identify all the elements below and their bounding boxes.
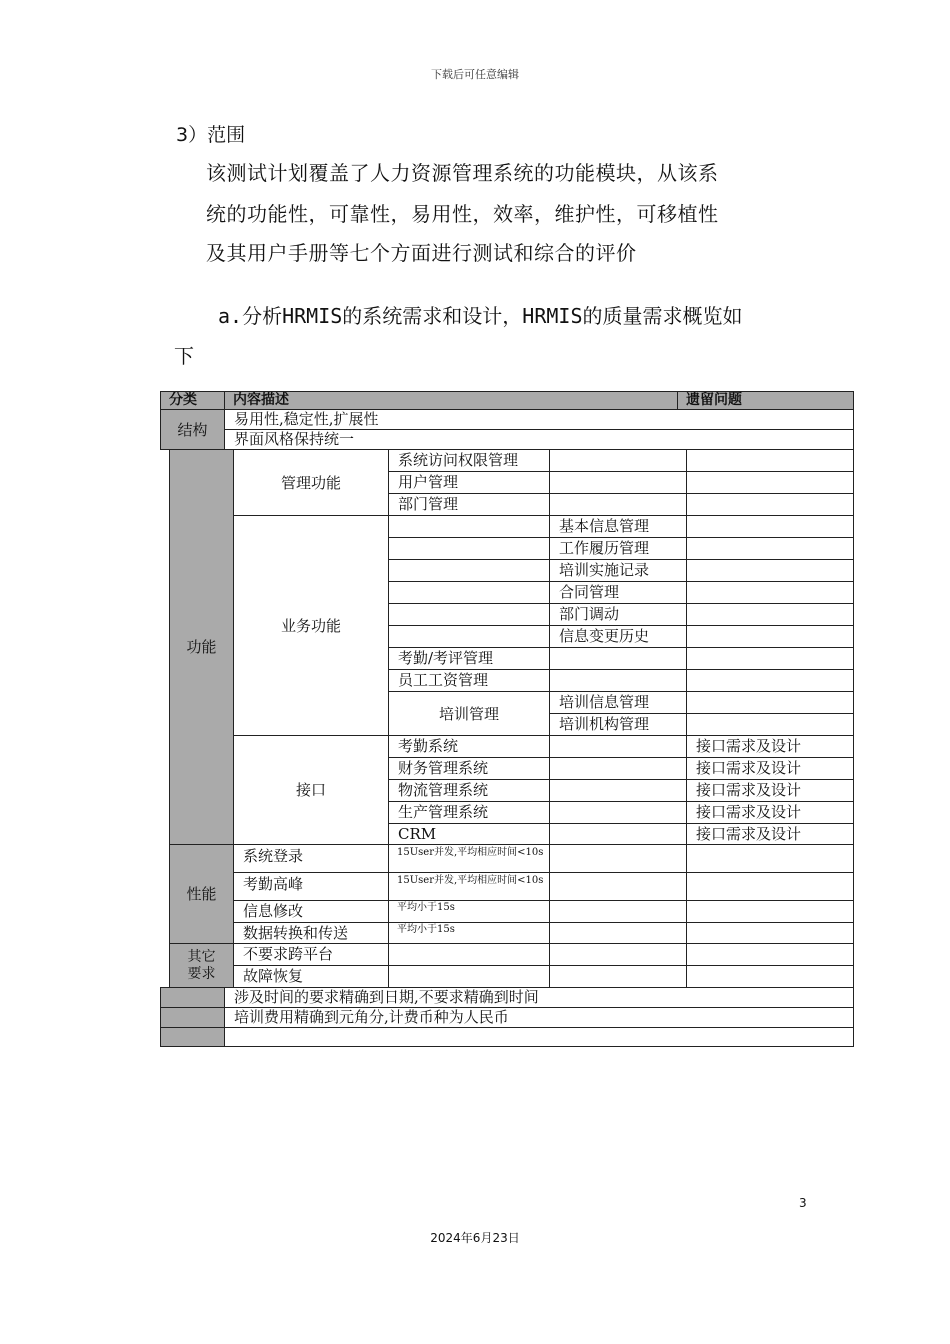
note-category [160, 987, 225, 1008]
header-description: 内容描述 [224, 391, 678, 410]
structure-row-2: 界面风格保持统一 [224, 429, 854, 450]
business-sub-item: 部门调动 [549, 603, 687, 626]
performance-desc: 15User并发,平均相应时间<10s [388, 844, 550, 873]
performance-item: 系统登录 [233, 844, 389, 873]
management-item: 用户管理 [388, 471, 550, 494]
empty-cell [686, 844, 854, 873]
training-item: 培训信息管理 [549, 691, 687, 714]
business-item: 员工工资管理 [388, 669, 550, 692]
interface-item: CRM [388, 823, 550, 845]
empty-cell [686, 669, 854, 692]
empty-cell [549, 922, 687, 944]
empty-cell [686, 943, 854, 966]
business-sub-item: 工作履历管理 [549, 537, 687, 560]
note-row [224, 1027, 854, 1047]
empty-cell [549, 449, 687, 472]
empty-cell [686, 713, 854, 736]
empty-cell [388, 625, 550, 648]
empty-cell [549, 801, 687, 824]
business-sub-item: 信息变更历史 [549, 625, 687, 648]
paragraph-line-1: 该测试计划覆盖了人力资源管理系统的功能模块，从该系 [206, 161, 719, 185]
paragraph-line-3: 及其用户手册等七个方面进行测试和综合的评价 [206, 241, 637, 265]
empty-cell [686, 965, 854, 988]
performance-item: 考勤高峰 [233, 872, 389, 901]
empty-cell [549, 779, 687, 802]
page-header: 下载后可任意编辑 [431, 68, 519, 81]
empty-cell [388, 943, 550, 966]
empty-cell [549, 493, 687, 516]
empty-cell [686, 515, 854, 538]
performance-item: 信息修改 [233, 900, 389, 923]
empty-cell [549, 844, 687, 873]
management-label: 管理功能 [233, 449, 389, 516]
management-item: 系统访问权限管理 [388, 449, 550, 472]
section-title: 3）范围 [176, 124, 246, 146]
empty-cell [549, 735, 687, 758]
intro-line-2: 下 [174, 344, 194, 368]
performance-item: 数据转换和传送 [233, 922, 389, 944]
paragraph-line-2: 统的功能性，可靠性，易用性，效率，维护性，可移植性 [206, 202, 719, 226]
management-item: 部门管理 [388, 493, 550, 516]
page-number: 3 [799, 1196, 807, 1210]
intro-line-1: a.分析HRMIS的系统需求和设计，HRMIS的质量需求概览如 [218, 304, 743, 328]
empty-cell [686, 537, 854, 560]
empty-cell [686, 603, 854, 626]
empty-cell [549, 669, 687, 692]
interface-issue: 接口需求及设计 [686, 801, 854, 824]
header-issues: 遗留问题 [677, 391, 854, 410]
note-row: 涉及时间的要求精确到日期,不要求精确到时间 [224, 987, 854, 1008]
note-category [160, 1027, 225, 1047]
interface-issue: 接口需求及设计 [686, 779, 854, 802]
business-label: 业务功能 [233, 515, 389, 736]
empty-cell [549, 647, 687, 670]
empty-cell [388, 515, 550, 538]
performance-label: 性能 [169, 844, 234, 944]
interface-issue: 接口需求及设计 [686, 735, 854, 758]
empty-cell [686, 647, 854, 670]
structure-row-1: 易用性,稳定性,扩展性 [224, 409, 854, 430]
performance-desc: 平均小于15s [388, 900, 550, 923]
interface-item: 物流管理系统 [388, 779, 550, 802]
interface-issue: 接口需求及设计 [686, 757, 854, 780]
empty-cell [686, 559, 854, 582]
training-item: 培训机构管理 [549, 713, 687, 736]
empty-cell [686, 581, 854, 604]
empty-cell [549, 823, 687, 845]
interface-label: 接口 [233, 735, 389, 845]
empty-cell [388, 965, 550, 988]
empty-cell [686, 449, 854, 472]
empty-cell [549, 900, 687, 923]
empty-cell [549, 471, 687, 494]
empty-cell [549, 965, 687, 988]
business-sub-item: 合同管理 [549, 581, 687, 604]
business-sub-item: 基本信息管理 [549, 515, 687, 538]
empty-cell [686, 625, 854, 648]
business-item: 考勤/考评管理 [388, 647, 550, 670]
empty-cell [388, 603, 550, 626]
empty-cell [549, 757, 687, 780]
other-item: 不要求跨平台 [233, 943, 389, 966]
empty-cell [686, 922, 854, 944]
other-item: 故障恢复 [233, 965, 389, 988]
other-requirements-label: 其它要求 [169, 943, 234, 988]
structure-label: 结构 [160, 409, 225, 450]
performance-desc: 平均小于15s [388, 922, 550, 944]
function-label: 功能 [169, 449, 234, 845]
training-label: 培训管理 [388, 691, 550, 736]
performance-desc: 15User并发,平均相应时间<10s [388, 872, 550, 901]
empty-cell [549, 872, 687, 901]
empty-cell [686, 471, 854, 494]
interface-issue: 接口需求及设计 [686, 823, 854, 845]
header-category: 分类 [160, 391, 225, 410]
footer-date: 2024年6月23日 [430, 1231, 520, 1245]
empty-cell [388, 537, 550, 560]
note-row: 培训费用精确到元角分,计费币种为人民币 [224, 1007, 854, 1028]
empty-cell [388, 559, 550, 582]
empty-cell [549, 943, 687, 966]
empty-cell [686, 872, 854, 901]
empty-cell [686, 493, 854, 516]
note-category [160, 1007, 225, 1028]
interface-item: 考勤系统 [388, 735, 550, 758]
interface-item: 财务管理系统 [388, 757, 550, 780]
empty-cell [388, 581, 550, 604]
empty-cell [686, 691, 854, 714]
empty-cell [686, 900, 854, 923]
business-sub-item: 培训实施记录 [549, 559, 687, 582]
interface-item: 生产管理系统 [388, 801, 550, 824]
